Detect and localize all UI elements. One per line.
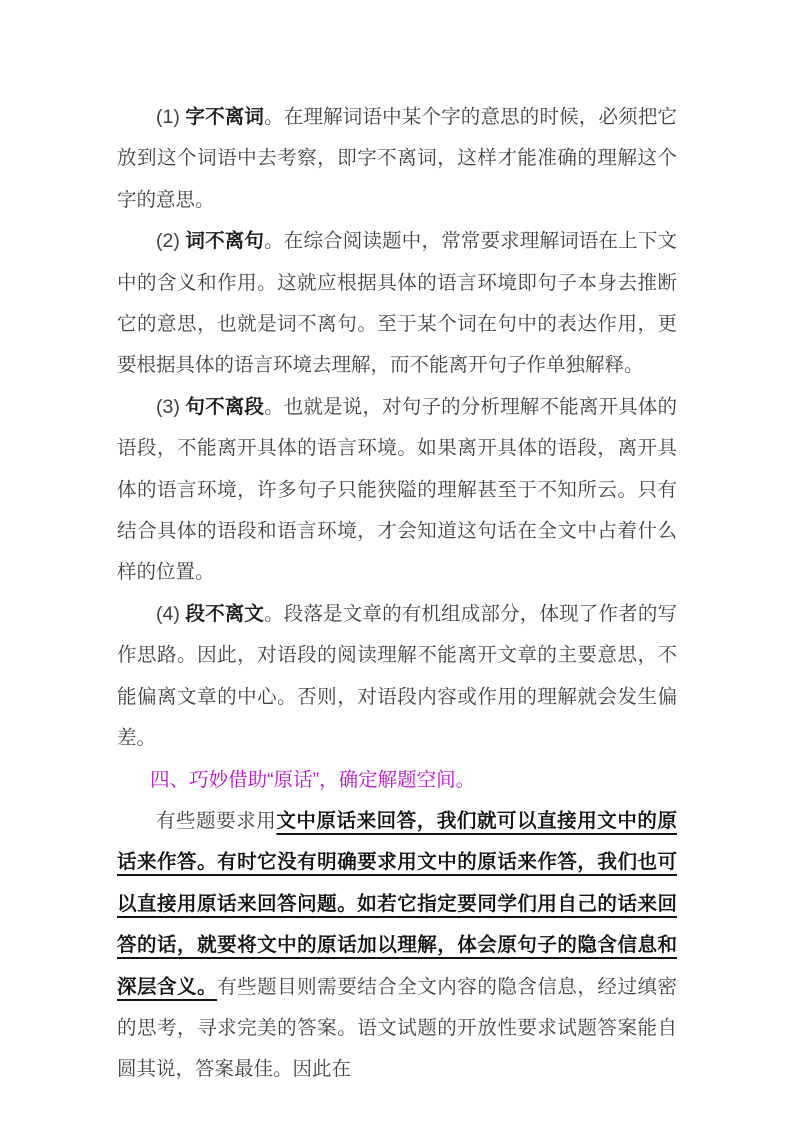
heading-text: 四、巧妙借助“原话”，确定解题空间。 — [150, 768, 476, 791]
paragraph — [117, 97, 677, 221]
text-segment: 文中原话来回答，我们就可以直接用文中的原话来作答。有时它没有明确要求用文中的原话来作答，我们也可以直接用原话来回答问题。如若它指定要同学们用自己的话来回答的话，就要将文中的原话加以理解，体会原句子的隐含信息和深层含义。 — [117, 809, 677, 998]
text-segment: 。段落是文章的有机组成部分，体现了作者的写作思路。因此，对语段的阅读理解不能离开文章的主要意思，不能偏离文章的中心。否则，对语段内容或作用的理解就会发生偏差。 — [117, 602, 677, 750]
paragraph — [117, 221, 677, 387]
paragraph — [117, 801, 677, 1091]
paragraph — [117, 387, 677, 594]
text-segment: (3) — [156, 395, 186, 418]
document-content — [117, 97, 677, 1091]
text-segment: (1) — [156, 106, 186, 128]
text-segment: 有些题目则需要结合全文内容的隐含信息，经过缜密的思考，寻求完美的答案。语文试题的开放性要求试题答案能自圆其说，答案最佳。因此在 — [117, 975, 677, 1081]
text-segment: 字不离词 — [185, 106, 265, 128]
text-segment: (4) — [156, 602, 186, 625]
text-segment: (2) — [156, 230, 186, 253]
text-segment: 。在综合阅读题中，常常要求理解词语在上下文中的含义和作用。这就应根据具体的语言环境即句子本身去推断它的意思，也就是词不离句。至于某个词在句中的表达作用，更要根据具体的语言环境去理解，而不能离开句子作单独解释。 — [117, 230, 677, 377]
text-segment: 有些题要求用 — [156, 809, 277, 832]
text-segment: 。在理解词语中某个字的意思的时候，必须把它放到这个词语中去考察，即字不离词，这样才能准确的理解这个字的意思。 — [117, 106, 677, 211]
paragraph — [117, 594, 677, 760]
section-heading — [117, 760, 677, 801]
text-segment: 。也就是说，对句子的分析理解不能离开具体的语段，不能离开具体的语言环境。如果离开具体的语段，离开具体的语言环境，许多句子只能狭隘的理解甚至于不知所云。只有结合具体的语段和语言环境，才会知道这句话在全文中占着什么样的位置。 — [117, 395, 677, 584]
text-segment: 词不离句 — [185, 230, 265, 253]
text-segment: 句不离段 — [185, 395, 265, 418]
text-segment: 段不离文 — [185, 602, 265, 625]
